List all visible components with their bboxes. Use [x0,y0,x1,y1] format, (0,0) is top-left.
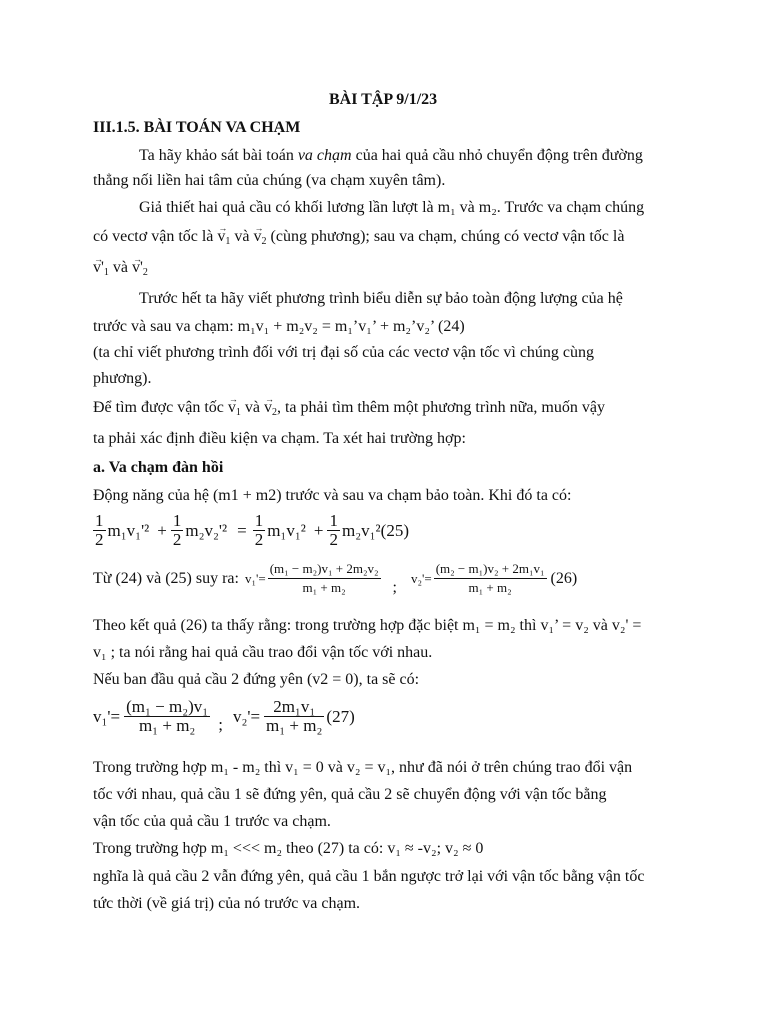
numerator: (m₁ − m₂)v₁ + 2m₂v₂ [268,560,381,579]
term: m₂v₁² [341,520,381,540]
numerator: (m₁ − m₂)v₁ [126,697,209,716]
vector-symbol: v [227,399,236,416]
denominator: 2 [172,530,182,549]
paragraph-line: Trong trường hợp m₁ - m₂ thì v₁ = 0 và v₂ = v₁, như đã nói ở trên chúng trao đổi vận [93,759,633,776]
paragraph-line: Trước hết ta hãy viết phương trình biểu diễn sự bảo toàn động lượng của hệ [139,290,623,307]
paragraph-line: (ta chỉ viết phương trình đối với trị đại số của các vectơ vận tốc vì chúng cùng [93,344,595,361]
text: và [234,228,250,245]
subscript: 2 [271,407,277,418]
fraction-v1 [124,698,210,735]
vector-v1 [217,227,230,252]
numerator: 1 [329,511,338,530]
paragraph-line [93,227,624,252]
paragraph-line: Trong trường hợp m₁ <<< m₂ theo (27) ta có: v₁ ≈ -v₂; v₂ ≈ 0 [93,840,484,857]
paragraph-line: tức thời (về giá trị) của nó trước va chạm. [93,895,361,912]
equals-sign: = [237,520,247,540]
paragraph-line [93,398,605,423]
lhs: v₂'= [410,570,432,586]
numerator: 1 [95,511,104,530]
paragraph-line: Giả thiết hai quả cầu có khối lương lần lượt là m₁ và m₂. Trước va chạm chúng [139,199,645,216]
fraction-half [327,512,340,549]
term: m₁v₁² [267,520,306,540]
page-title: BÀI TẬP 9/1/23 [329,91,438,108]
subscript: 1 [235,407,241,418]
equation-25 [93,512,409,549]
fraction-v1 [268,560,381,597]
text: có vectơ vận tốc là [93,228,214,245]
equation-label: (25) [380,520,409,540]
text: của hai quả cầu nhỏ chuyển động trên đường [351,147,643,164]
denominator: m₁ + m₂ [138,716,196,735]
text: Để tìm được vận tốc [93,399,224,416]
subscript: 2 [142,267,148,278]
fraction-half [93,512,106,549]
text: , ta phải tìm thêm một phương trình nữa, muốn vậy [276,399,605,416]
paragraph-line: Theo kết quả (26) ta thấy rằng: trong trường hợp đặc biệt m₁ = m₂ thì v₁’ = v₂ và v₂' = [93,617,642,634]
text: và [112,259,128,276]
separator: ; [218,715,223,734]
paragraph-line [139,146,643,166]
paragraph-line: v₁ ; ta nói rằng hai quả cầu trao đổi vận tốc với nhau. [93,644,433,661]
emphasis-text: va chạm [297,147,352,164]
numerator: 2m₁v₁ [264,698,324,717]
text: Từ (24) và (25) suy ra: [93,569,239,587]
paragraph-line: tốc với nhau, quả cầu 1 sẽ đứng yên, quả cầu 2 sẽ chuyển động với vận tốc bằng [93,786,607,803]
numerator: 1 [172,511,182,530]
vector-v1-prime [93,258,109,283]
vector-v1 [228,398,241,423]
vector-v2-prime [132,258,148,283]
paragraph-line: Động năng của hệ (m1 + m2) trước và sau va chạm bảo toàn. Khi đó ta có: [93,487,572,504]
plus-sign: + [157,520,167,540]
denominator: 2 [329,530,338,549]
paragraph-line: Nếu ban đầu quả cầu 2 đứng yên (v2 = 0), ta sẽ có: [93,671,420,688]
subsection-heading: a. Va chạm đàn hồi [93,459,224,476]
paragraph-line: ta phải xác định điều kiện va chạm. Ta xét hai trường hợp: [93,430,466,447]
separator: ; [392,579,397,596]
section-heading: III.1.5. BÀI TOÁN VA CHẠM [93,119,301,136]
paragraph-line [93,258,148,283]
equation-label: (27) [326,706,355,726]
vector-v2 [254,227,267,252]
text: (cùng phương); sau va chạm, chúng có vectơ vận tốc là [270,228,625,245]
equation-26 [93,560,577,597]
numerator: 1 [254,511,264,530]
numerator: (m₂ − m₁)v₂ + 2m₁v₁ [434,560,547,579]
equation-label: (26) [550,569,578,587]
subscript: 1 [225,236,231,247]
subscript: 1 [103,267,109,278]
lhs: v₁'= [93,706,121,726]
paragraph-line: nghĩa là quả cầu 2 vẫn đứng yên, quả cầu 1 bắn ngược trở lại với vận tốc bằng vận tốc [93,868,645,885]
vector-symbol: v [217,228,226,245]
fraction-half [171,512,184,549]
plus-sign: + [313,520,324,540]
vector-symbol: v [132,259,140,276]
equation-27 [93,698,355,735]
denominator: 2 [254,530,264,549]
lhs: v₂'= [232,706,261,726]
lhs: v₁'= [244,570,266,586]
prime: ' [101,259,104,276]
denominator: m₁ + m₂ [266,716,323,735]
paragraph-line: thẳng nối liền hai tâm của chúng (va chạm xuyên tâm). [93,172,446,189]
paragraph-line: vận tốc của quả cầu 1 trước va chạm. [93,813,331,830]
vector-symbol: v [93,259,101,276]
term: m₂v₂'² [185,520,228,540]
vector-symbol: v [263,399,272,416]
vector-symbol: v [253,228,262,245]
text: và [244,399,260,416]
text: Ta hãy khảo sát bài toán [139,147,298,164]
denominator: m₁ + m₂ [302,580,346,595]
vector-v2 [264,398,277,423]
denominator: 2 [95,530,104,549]
fraction-v2 [434,560,547,597]
paragraph-line: phương). [93,370,152,387]
fraction-half [253,512,266,549]
fraction-v2 [264,698,324,735]
denominator: m₁ + m₂ [468,580,512,595]
equation-24-line: trước và sau va chạm: m₁v₁ + m₂v₂ = m₁’v₁’ + m₂’v₂’ (24) [93,318,465,335]
prime: ' [140,259,143,276]
term: m₁v₁'² [107,520,150,540]
subscript: 2 [261,236,267,247]
